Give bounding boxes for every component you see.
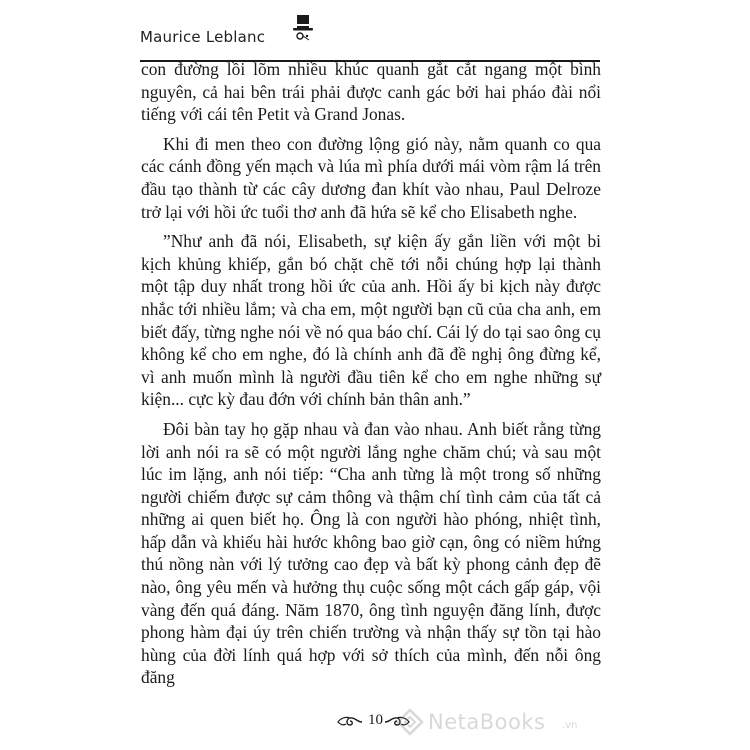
page-footer [0,706,750,746]
author-name: Maurice Leblanc [140,28,266,46]
watermark-suffix: .vn [562,720,578,731]
netabooks-logo-icon [396,708,424,736]
paragraph: Đôi bàn tay họ gặp nhau và đan vào nhau. Anh biết rằng từng lời anh nói ra sẽ có một người lắng nghe chăm chú; và sau một lúc im lặng, anh nói tiếp: “Cha anh từng là một trong số những người chiếm được sự cảm thông và thậm chí tình cảm của tất cả những ai quen biết họ. Ông là con người hào phóng, nhiệt tình, hấp dẫn và khiếu hài hước không bao giờ cạn, ông có niềm hứng thú nồng nàn với lý tưởng cao đẹp và bất kỳ phong cảnh đẹp đẽ nào, ông yêu mến và hưởng thụ cuộc sống một cách gấp gáp, vội vàng đến quá đáng. Năm 1870, ông tình nguyện đăng lính, được phong hàm đại úy trên chiến trường và nhận thấy sự tồn tại hào hùng của đời lính quá hợp với sở thích của mình, đến nỗi ông đăng [141,418,601,688]
paragraph: Khi đi men theo con đường lộng gió này, nằm quanh co qua các cánh đồng yến mạch và lúa mì phía dưới mái vòm rậm lá trên đầu tạo thành từ các cây dương đan khít vào nhau, Paul Delroze trở lại với hồi ức tuổi thơ anh đã hứa sẽ kể cho Elisabeth nghe. [141,133,601,222]
page-number: 10 [368,712,383,728]
top-hat-monocle-icon [292,14,314,44]
paragraph: con đường lồi lõm nhiều khúc quanh gắt cắt ngang một bình nguyên, cả hai bên trái phải được canh gác bởi hai pháo đài nổi tiếng với cái tên Petit và Grand Jonas. [141,59,601,125]
scroll-ornament-left-icon [337,714,363,728]
watermark-brand: NetaBooks [428,710,546,734]
body-text [141,58,601,696]
paragraph: ”Như anh đã nói, Elisabeth, sự kiện ấy gắn liền với một bi kịch khủng khiếp, gắn bó chặt chẽ tới nỗi chúng hợp lại thành một tập duy nhất trong hồi ức của anh. Hồi ấy bi kịch này được nhắc tới nhiều lắm; và cha em, một người bạn cũ của cha anh, em biết đấy, từng nghe nói về nó qua báo chí. Cái lý do tại sao ông cụ không kể cho em nghe, đó là chính anh đã đề nghị ông đừng kể, vì anh muốn mình là người đầu tiên kể cho em nghe những sự kiện... cực kỳ đau đớn với chính bản thân anh.” [141,231,601,410]
page-header [140,14,600,52]
watermark [396,706,596,740]
